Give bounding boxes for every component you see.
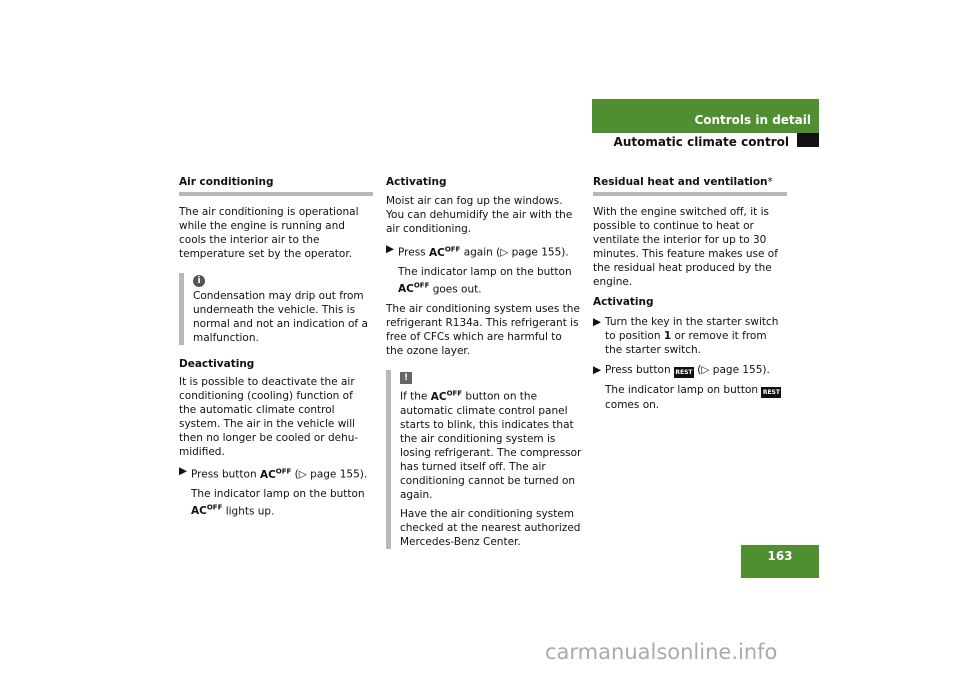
step-result: The indicator lamp on the button $AC^{OFF}$ goes out.: [398, 265, 572, 295]
deactivating-text: It is possible to deactivate the air conditioning (cooling) function of the automatic climate control system. The air in the vehicle will then no longer be cooled or dehumidified.: [179, 376, 359, 458]
step-result: The indicator lamp on the button $AC^{OFF}$ lights up.: [191, 487, 365, 517]
page-number-box: [741, 545, 819, 578]
note-bar: [386, 370, 391, 549]
heading-deactivating: Deactivating: [179, 358, 255, 370]
ac-off-button-symbol: $AC^{OFF}$: [430, 389, 463, 403]
watermark: carmanualsonline.info: [545, 640, 778, 664]
warning-icon: !: [400, 372, 412, 384]
ac-off-button-symbol: $AC^{OFF}$: [398, 281, 430, 295]
info-note: [179, 273, 373, 345]
arrow-icon: ▶: [593, 364, 602, 376]
column-air-conditioning: [179, 175, 373, 518]
heading-air-conditioning: Air conditioning: [179, 176, 274, 188]
column-residual-heat: [593, 175, 787, 412]
arrow-icon: ▶: [179, 465, 188, 477]
rest-button-icon: REST: [762, 389, 780, 396]
arrow-icon: ▶: [593, 316, 602, 328]
ac-off-button-symbol: $AC^{OFF}$: [428, 245, 461, 259]
section-title: Automatic climate control: [613, 135, 789, 149]
rest-button-icon: REST: [675, 369, 693, 376]
ac-off-button-symbol: $AC^{OFF}$: [191, 503, 223, 517]
step-result: The indicator lamp on button REST comes on.: [605, 384, 780, 411]
heading-activating-residual: Activating: [593, 296, 654, 308]
arrow-icon: ▶: [386, 243, 395, 255]
column-activating: [386, 175, 582, 549]
warning-text-2: Have the air conditioning system checked at the nearest authorized Mercedes-Benz Center.: [400, 507, 581, 548]
heading-rule: [593, 192, 787, 196]
info-icon: i: [193, 275, 205, 287]
step-turn-key: ▶ Turn the key in the starter switch to position 1 or remove it from the starter switch.: [593, 316, 779, 356]
step-press-ac: ▶ Press button $AC^{OFF}$ (▷ page 155).: [179, 465, 368, 481]
heading-activating: Activating: [386, 176, 447, 188]
section-title-area: [592, 133, 797, 151]
intro-text: The air conditioning is operational while the engine is running and cools the interior air to the temperature set by the operator.: [179, 206, 359, 260]
chapter-title: Controls in detail: [694, 113, 811, 127]
heading-rule: [179, 192, 373, 196]
header-chapter-bar: [592, 99, 819, 133]
step-press-ac-again: ▶ Press $AC^{OFF}$ again (▷ page 155).: [386, 243, 569, 259]
activating-intro: Moist air can fog up the windows. You can dehumidify the air with the air conditioning.: [386, 195, 573, 235]
step-press-rest: ▶ Press button REST (▷ page 155).: [593, 364, 770, 376]
warning-text: If the $AC^{OFF}$ button on the automatic climate control panel starts to blink, this indicates that the air conditioning system is losing refrigerant. The compressor has turned itself off. The air conditioning cannot be turned on again.: [400, 389, 582, 501]
note-text: Condensation may drip out from underneath the vehicle. This is normal and not an indication of a malfunction.: [193, 290, 368, 344]
refrigerant-text: The air conditioning system uses the refrigerant R134a. This refrigerant is free of CFCs which are harmful to the ozone layer.: [386, 303, 580, 357]
ac-off-button-symbol: $AC^{OFF}$: [259, 467, 292, 481]
residual-intro: With the engine switched off, it is possible to continue to heat or ventilate the interior for up to 30 minutes. This feature makes use of the residual heat produced by the engine.: [593, 206, 778, 288]
note-bar: [179, 273, 184, 345]
page-number: 163: [767, 549, 793, 563]
header-marker: [797, 133, 819, 147]
heading-residual-heat: Residual heat and ventilation*: [593, 176, 773, 188]
warning-note: [386, 370, 582, 549]
